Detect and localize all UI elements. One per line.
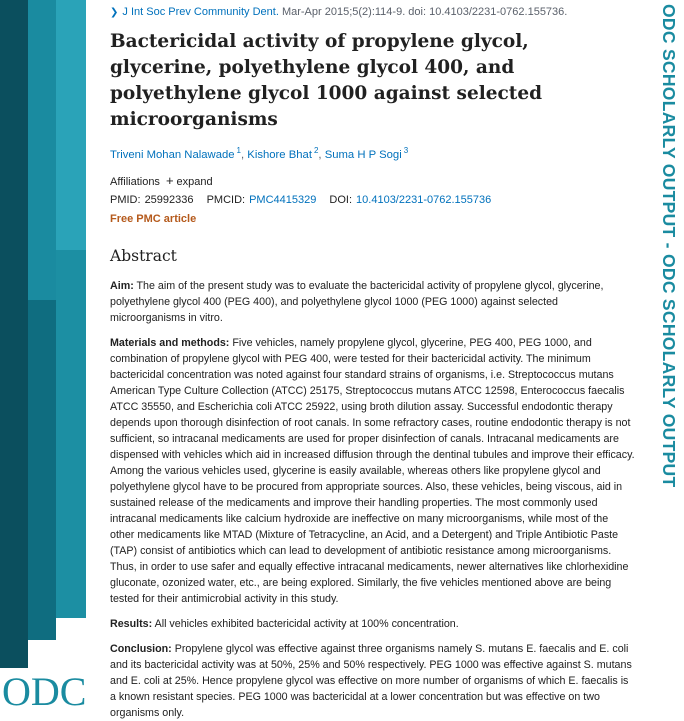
section-text: Propylene glycol was effective against three organisms namely S. mutans E. faecalis and E. coli and its bactericidal activity was at 50%, 25% and 50% respectively. PEG 1000 was effective against S. mutans and E. coli at 25%. Hence propylene glycol was effective on more number of organisms of which E. faecalis is a known resistant species. PEG 1000 was bactericidal at a lower concentration but was effective on two organisms only. (110, 642, 632, 719)
section-text: All vehicles exhibited bactericidal activity at 100% concentration. (154, 617, 459, 630)
doi-label: DOI: (329, 193, 353, 206)
pmcid-link[interactable]: PMC4415329 (249, 193, 317, 206)
pmid-value: 25992336 (144, 193, 194, 206)
pmcid-label: PMCID: (206, 193, 246, 206)
expand-label: expand (176, 175, 213, 188)
abstract-conclusion (110, 641, 635, 721)
watermark (646, 0, 684, 718)
author-affiliation-ref[interactable]: 1 (236, 146, 241, 155)
decorative-stripes (0, 0, 92, 718)
abstract-heading: Abstract (110, 246, 177, 265)
article-content (110, 0, 635, 721)
watermark-text: ODC SCHOLARLY OUTPUT - ODC SCHOLARLY OUTPUT (659, 4, 679, 488)
chevron-right-icon: ❯ (110, 7, 119, 18)
section-label: Results: (110, 617, 153, 630)
author-link[interactable]: Kishore Bhat (247, 148, 312, 161)
citation-line (110, 6, 635, 18)
affiliations-label: Affiliations (110, 175, 160, 188)
stripe-dark (0, 0, 28, 668)
article-title: Bactericidal activity of propylene glycol, glycerine, polyethylene glycol 400, and polyethylene glycol 1000 against selected microorganisms (110, 31, 543, 130)
plus-icon: + (165, 172, 174, 188)
abstract-aim (110, 278, 635, 326)
section-label: Conclusion: (110, 642, 172, 655)
doi-link[interactable]: 10.4103/2231-0762.155736 (356, 193, 492, 206)
author-link[interactable]: Triveni Mohan Nalawade (110, 148, 235, 161)
author-link[interactable]: Suma H P Sogi (324, 148, 402, 161)
abstract-results (110, 616, 635, 632)
stripe-mid-top (28, 0, 56, 300)
citation-details: Mar-Apr 2015;5(2):114-9. doi: 10.4103/2231-0762.155736. (281, 6, 568, 18)
stripe-light-top (56, 0, 86, 250)
author-affiliation-ref[interactable]: 2 (313, 146, 319, 155)
author-affiliation-ref[interactable]: 3 (403, 146, 409, 155)
affiliations-toggle[interactable] (110, 173, 635, 188)
section-text: The aim of the present study was to evaluate the bactericidal activity of propylene glycol, glycerine, polyethylene glycol 400 (PEG 400), and polyethylene glycol 1000 (PEG 1000) against selected microorganisms in vitro. (110, 279, 604, 324)
author-list: Triveni Mohan Nalawade $^1$, Kishore Bhat $^2$, Suma H P Sogi $^3$ (110, 146, 409, 161)
section-text: Five vehicles, namely propylene glycol, glycerine, PEG 400, PEG 1000, and combination of propylene glycol with PEG 400, were tested for their bactericidal activity. The minimum bactericidal concentration was noted against four standard strains of organisms, i.e. Streptococcus mutans American Type Culture Collection (ATCC) 25175, Streptococcus mutans ATCC 12598, Enterococcus faecalis ATCC 35550, and Escherichia coli ATCC 25922, using broth dilution assay. Successful endodontic therapy depends upon thorough disinfection of root canals. In some refractory cases, routine endodontic therapy is not sufficient, so intracanal medicaments are used for proper disinfection of canals. Intracanal medicaments are dispensed with vehicles which aid in increased diffusion through the dentinal tubules and improve their efficacy. Among the various vehicles used, glycerine is easily available, whereas others like propylene glycol and polyethylene glycol have to be procured from appropriate sources. Also, these vehicles, being viscous, aid in sustained release of the medicaments and improve their handling properties. The most commonly used intracanal medicaments like calcium hydroxide are ineffective on many microorganisms, while most of the other medicaments like MTAD (Mixture of Tetracycline, an Acid, and a Detergent) and Triple Antibiotic Paste (TAP) consist of antibiotics which can lead to development of antibiotic resistance among microorganisms. Thus, in order to use safer and equally effective intracanal medicaments, newer alternatives like chlorhexidine gluconate, ozonized water, etc., are being explored. Similarly, the five vehicles mentioned above are being tested for their antimicrobial activity in this study. (110, 336, 635, 605)
section-label: Materials and methods: (110, 336, 230, 349)
section-label: Aim: (110, 279, 134, 292)
abstract-methods (110, 335, 635, 607)
odc-logo: ODC (2, 669, 87, 714)
free-pmc-badge: Free PMC article (110, 212, 197, 225)
pmid-label: PMID: (110, 193, 141, 206)
journal-link[interactable]: J Int Soc Prev Community Dent. (122, 6, 279, 18)
identifiers (110, 194, 635, 206)
